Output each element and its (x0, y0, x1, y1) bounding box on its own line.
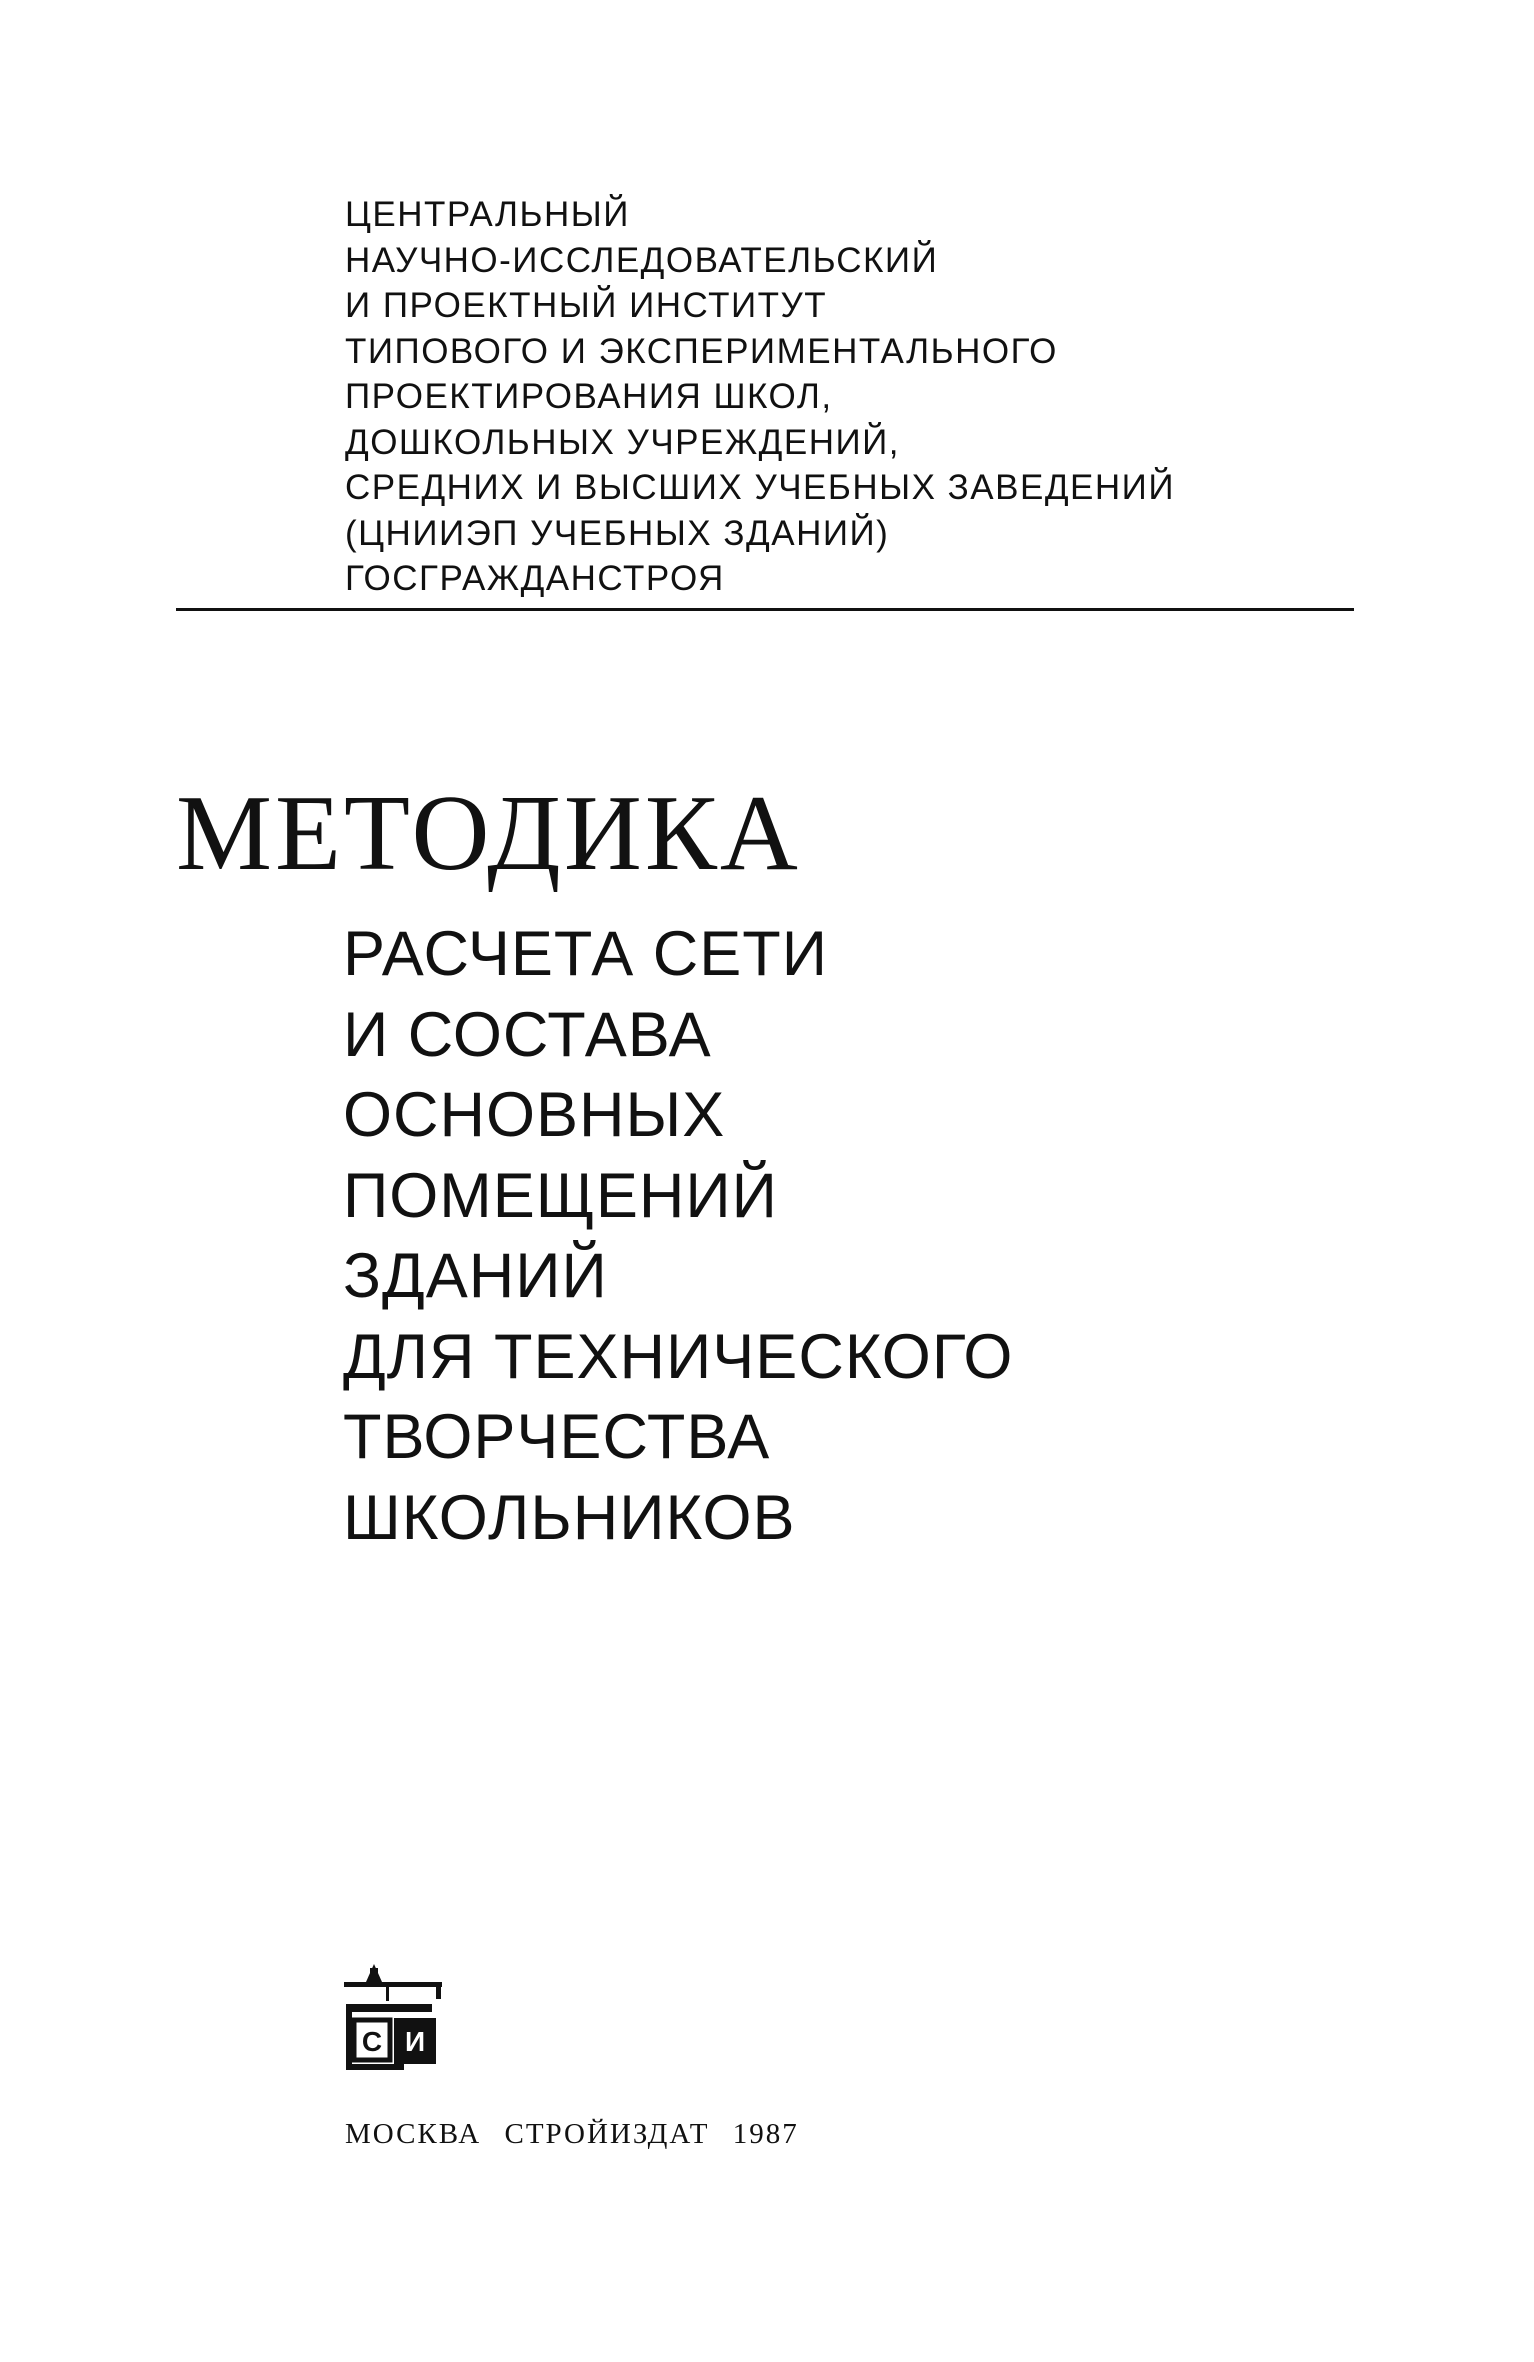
subtitle-line: ДЛЯ ТЕХНИЧЕСКОГО (343, 1321, 1014, 1392)
organization-line: ЦЕНТРАЛЬНЫЙ (345, 195, 630, 234)
header-divider (176, 608, 1354, 611)
logo-letter-i: И (404, 2026, 426, 2057)
organization-line: ТИПОВОГО И ЭКСПЕРИМЕНТАЛЬНОГО (345, 331, 1058, 371)
organization-line: НАУЧНО-ИССЛЕДОВАТЕЛЬСКИЙ (345, 240, 939, 280)
book-title: МЕТОДИКА (176, 774, 801, 893)
organization-line: И ПРОЕКТНЫЙ ИНСТИТУТ (345, 286, 828, 325)
subtitle-line: ШКОЛЬНИКОВ (343, 1482, 796, 1553)
organization-line: (ЦНИИЭП УЧЕБНЫХ ЗДАНИЙ) (345, 513, 890, 553)
subtitle-line: ТВОРЧЕСТВА (343, 1402, 771, 1472)
organization-line: СРЕДНИХ И ВЫСШИХ УЧЕБНЫХ ЗАВЕДЕНИЙ (345, 468, 1175, 507)
imprint-city: МОСКВА (345, 2118, 482, 2150)
subtitle-line: ОСНОВНЫХ (343, 1080, 726, 1150)
subtitle-line: ПОМЕЩЕНИЙ (343, 1160, 778, 1231)
subtitle-line: РАСЧЕТА СЕТИ (343, 919, 829, 989)
publisher-logo-icon (340, 1960, 450, 2080)
organization-line: ГОСГРАЖДАНСТРОЯ (345, 559, 725, 598)
imprint-line (345, 2116, 813, 2152)
book-subtitle (343, 914, 1013, 1558)
organization-line: ДОШКОЛЬНЫХ УЧРЕЖДЕНИЙ, (345, 422, 901, 462)
logo-letter-s: С (361, 2026, 383, 2057)
imprint-year: 1987 (732, 2118, 799, 2150)
subtitle-line: ЗДАНИЙ (343, 1241, 608, 1311)
imprint-publisher: СТРОЙИЗДАТ (504, 2118, 710, 2150)
subtitle-line: И СОСТАВА (343, 999, 712, 1070)
organization-line: ПРОЕКТИРОВАНИЯ ШКОЛ, (345, 377, 833, 416)
organization-block (345, 192, 1175, 602)
